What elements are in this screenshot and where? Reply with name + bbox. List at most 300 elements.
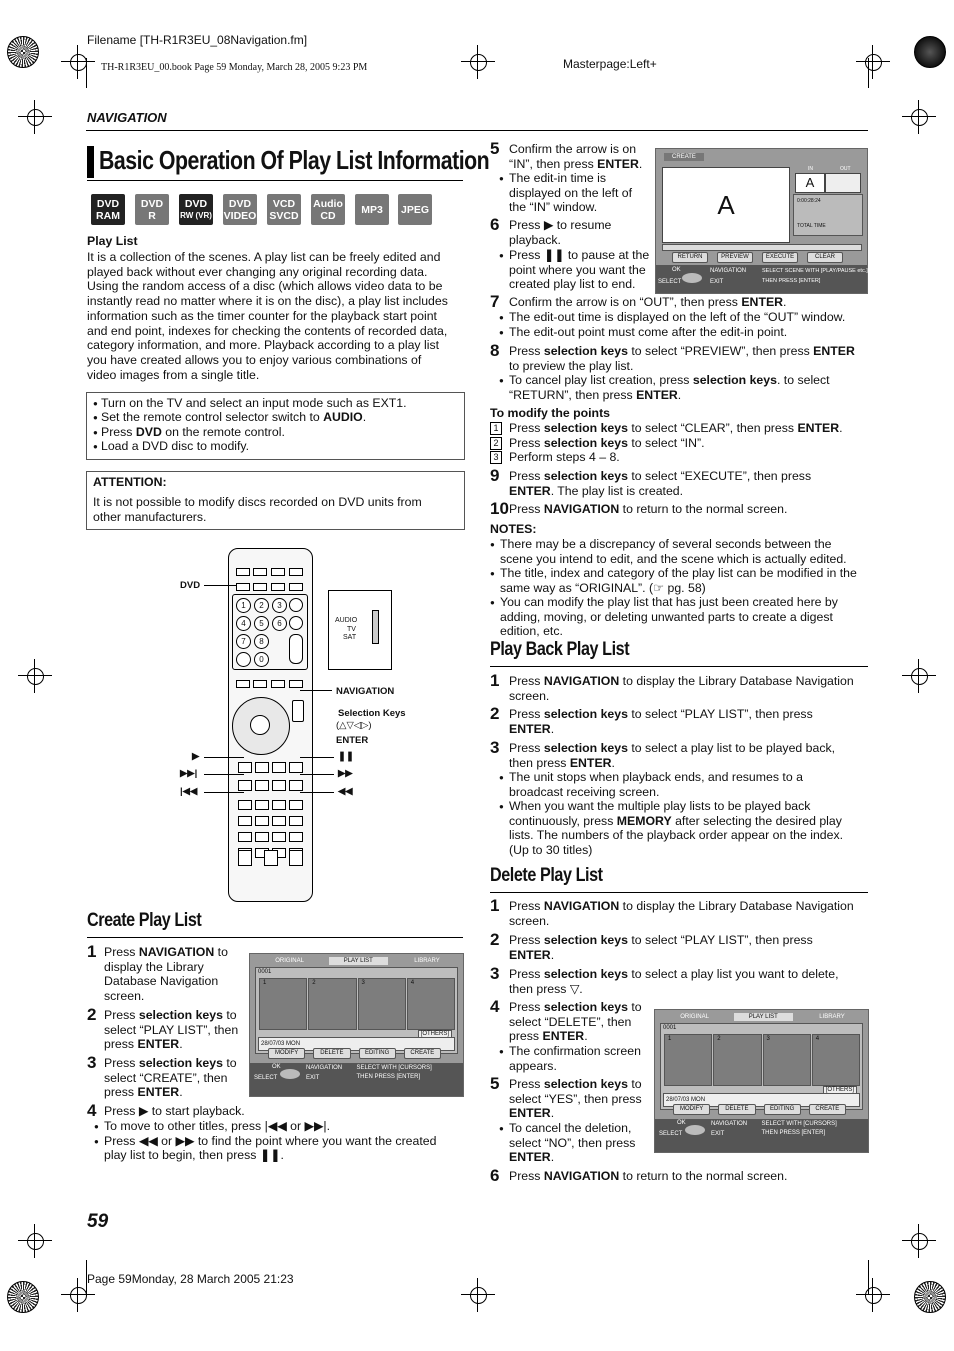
dvd-key[interactable] (236, 583, 250, 591)
badge-line2: CD (320, 209, 336, 222)
hint-line1: SELECT SCENE WITH [PLAY/PAUSE etc.] (762, 268, 868, 274)
bullet-text: To cancel the deletion, (509, 1121, 632, 1135)
thumbnail-number: 3 (361, 980, 365, 986)
thumbnail[interactable] (407, 978, 455, 1030)
bullet-text: lists. The numbers of the playback order appear on the index. (509, 828, 844, 842)
delete-heading: Delete Play List (490, 865, 603, 886)
transport-key[interactable] (255, 780, 269, 791)
badge-line1: DVD (140, 197, 164, 210)
step-number: 2 (490, 704, 500, 723)
bullet-text: displayed on the left of (509, 185, 633, 200)
crosshair-icon (63, 47, 93, 77)
bullet-text: (Up to 30 titles) (509, 842, 593, 857)
navigation-label: NAVIGATION (710, 268, 747, 274)
number-key[interactable]: 4 (236, 616, 251, 631)
in-window: A (795, 173, 825, 193)
bullet-dot: ● (93, 413, 98, 423)
date-text: 28/07/03 MON (261, 1041, 301, 1048)
bullet-text: continuously, press MEMORY after selecting the desired play (509, 813, 842, 828)
exit-label: EXIT (710, 279, 724, 285)
step-number: 6 (490, 1166, 500, 1185)
remote-key[interactable] (289, 816, 303, 826)
title-rule (87, 180, 463, 181)
callout-line (204, 774, 244, 775)
footer: Page 59Monday, 28 March 2005 21:23 (87, 1272, 294, 1286)
label-navigation: NAVIGATION (336, 686, 395, 697)
bullet-text: Press ◀◀ or ▶▶ to find the point where you want the created (104, 1133, 437, 1148)
transport-key[interactable] (255, 762, 269, 773)
remote-key[interactable] (271, 583, 285, 591)
step-text: screen. (509, 688, 550, 703)
bullet-text: When you want the multiple play lists to be played back (509, 799, 811, 813)
crosshair-icon (20, 661, 50, 691)
bullet-text: The unit stops when playback ends, and resumes to a (509, 770, 803, 784)
title-panel (660, 1023, 863, 1110)
callout-line (300, 774, 334, 775)
text-line: category information, and more. Playback according to a play list (87, 338, 440, 353)
screen-tab[interactable]: ORIGINAL (275, 958, 304, 964)
title-panel (255, 967, 458, 1054)
title-number: 0001 (258, 969, 272, 975)
hint-line2: THEN PRESS [ENTER] (761, 1130, 826, 1137)
screen-button-create[interactable]: CREATE (404, 1048, 441, 1059)
thumbnail-number: 1 (263, 980, 267, 986)
label-ff: ▶▶ (338, 768, 353, 779)
screen-button-delete[interactable]: DELETE (718, 1104, 755, 1115)
format-badge (267, 194, 301, 225)
badge-line1: DVD (184, 197, 208, 210)
remote-key[interactable] (289, 800, 303, 810)
remote-key[interactable] (289, 680, 303, 688)
step-number: 5 (490, 1074, 500, 1093)
note-text: edition, etc. (500, 624, 563, 638)
step-text: Confirm the arrow is on (509, 142, 637, 156)
format-badge (223, 194, 257, 225)
hint-bar (655, 1119, 868, 1152)
step-number: 1 (87, 942, 97, 961)
badge-line1: DVD (228, 197, 252, 210)
crosshair-icon (904, 102, 934, 132)
bullet-dot: ● (499, 376, 504, 385)
note-text: same way as “ORIGINAL”. (☞ pg. 58) (500, 580, 706, 595)
bullet-text: point where you want the (509, 262, 646, 277)
bullet-text: broadcast receiving screen. (509, 784, 660, 799)
remote-key[interactable] (289, 832, 303, 842)
bullet-text: The confirmation screen (509, 1044, 641, 1058)
step-text: Press ▶ to start playback. (104, 1104, 245, 1118)
out-label: OUT (840, 166, 851, 172)
transport-key[interactable] (272, 780, 286, 791)
step-text: select “CREATE”, then (104, 1070, 228, 1085)
volume-key[interactable] (238, 850, 252, 866)
bullet-text: ENTER. (509, 1150, 555, 1164)
badge-line1: JPEG (400, 203, 429, 216)
step-text: press ENTER. (104, 1037, 183, 1051)
step-text: Press selection keys to (104, 1008, 237, 1022)
page-number: 59 (87, 1211, 109, 1232)
printer-mark-icon (7, 1281, 39, 1313)
step-number: 10 (490, 499, 509, 518)
step-text: Press selection keys to select a play list you want to delete, (509, 967, 839, 981)
modify-item-number: 3 (490, 451, 502, 464)
step-text: Press NAVIGATION to return to the normal screen. (509, 1169, 788, 1183)
step-number: 2 (87, 1005, 97, 1024)
step-text: Press selection keys to (509, 1000, 642, 1014)
crosshair-icon (463, 47, 493, 77)
remote-key[interactable] (236, 680, 250, 688)
enter-key[interactable] (250, 715, 270, 735)
crosshair-icon (463, 1280, 493, 1310)
step-text: press ENTER. (104, 1085, 183, 1099)
remote-key[interactable] (271, 568, 285, 576)
prep-item: Load a DVD disc to modify. (101, 438, 250, 453)
bullet-text: The edit-out point must come after the edit-in point. (509, 324, 788, 339)
remote-key[interactable] (238, 816, 252, 826)
cursor-pad-icon (685, 1125, 705, 1135)
remote-key[interactable] (255, 816, 269, 826)
screen-button-execute[interactable]: EXECUTE (762, 252, 798, 263)
step-text: to preview the play list. (509, 358, 634, 373)
badge-line1: DVD (96, 197, 120, 210)
label-selection-keys: Selection Keys (338, 708, 406, 719)
screen-tab[interactable]: PLAY LIST (734, 1013, 793, 1021)
remote-key[interactable] (289, 583, 303, 591)
bullet-dot: ● (94, 1136, 99, 1146)
remote-key[interactable] (238, 800, 252, 810)
step-text: ENTER. (509, 947, 555, 962)
number-key[interactable]: 5 (254, 616, 269, 631)
crosshair-icon (20, 1226, 50, 1256)
step-text: screen. (509, 913, 550, 928)
screen-tab[interactable]: LIBRARY (819, 1014, 845, 1020)
badge-line2: RAM (96, 209, 120, 222)
remote-key[interactable] (271, 680, 285, 688)
step-text: then press ENTER. (509, 755, 615, 770)
text-line: video images from a single title. (87, 367, 260, 382)
screen-tab[interactable]: ORIGINAL (680, 1014, 709, 1020)
thumbnail[interactable] (812, 1034, 860, 1086)
text-line: instantly read no matter where it is on the disc), a play list includes (87, 294, 448, 309)
transport-key[interactable] (289, 780, 303, 791)
exit-label: EXIT (306, 1075, 320, 1082)
screen-button-editing[interactable]: EDITING (359, 1048, 396, 1059)
step-text: then press ▽. (509, 981, 583, 996)
number-key[interactable]: 0 (254, 652, 269, 667)
remote-key[interactable] (253, 568, 267, 576)
screen-button-modify[interactable]: MODIFY (673, 1104, 710, 1115)
volume-key[interactable] (289, 850, 303, 866)
cursor-pad-icon (682, 273, 702, 283)
bullet-text: created play list to end. (509, 277, 636, 291)
switch-label-sat: SAT (343, 634, 357, 641)
hint-line2: THEN PRESS [ENTER] (762, 278, 821, 284)
callout-line (204, 585, 236, 586)
callout-line (300, 757, 334, 758)
ok-label: OK (672, 267, 681, 273)
screen-tab[interactable]: LIBRARY (414, 958, 440, 964)
select-label: SELECT (254, 1075, 278, 1082)
text-line: Using the random access of a disc (which allows video data to be (87, 279, 443, 294)
remote-key[interactable] (253, 583, 267, 591)
modify-item-number: 1 (490, 422, 502, 435)
badge-line2: SVCD (269, 209, 299, 222)
remote-key[interactable] (255, 832, 269, 842)
out-window (825, 173, 861, 193)
step-number: 7 (490, 292, 500, 311)
step-number: 5 (490, 139, 500, 158)
label-rew: ◀◀ (338, 786, 353, 797)
label-pause: ❚❚ (338, 751, 354, 762)
title-bar (87, 146, 94, 178)
navigation-label: NAVIGATION (306, 1065, 343, 1072)
thumbnail-number: 2 (717, 1036, 721, 1042)
screen-button-create[interactable]: CREATE (809, 1104, 846, 1115)
callout-line (300, 690, 332, 691)
number-key[interactable]: 3 (272, 598, 287, 613)
bullet-dot: ● (499, 327, 504, 337)
hint-bar (250, 1063, 463, 1096)
bullet-dot: ● (499, 313, 504, 322)
thumbnail[interactable] (664, 1034, 712, 1086)
notes-heading: NOTES: (490, 522, 537, 536)
prep-item: Turn on the TV and select an input mode such as EXT1. (101, 396, 407, 410)
screen-button-preview[interactable]: PREVIEW (717, 252, 753, 263)
selector-switch (328, 590, 392, 670)
library-screen-frame (249, 953, 464, 1097)
transport-key[interactable] (272, 762, 286, 773)
step-number: 3 (490, 964, 500, 983)
step-text: Press NAVIGATION to (104, 945, 228, 959)
bullet-text: select “NO”, then press (509, 1135, 636, 1150)
step-text: ENTER. (509, 721, 555, 736)
number-key[interactable]: 6 (272, 616, 287, 631)
bullet-text: the “IN” window. (509, 200, 598, 214)
number-key[interactable]: 7 (236, 634, 251, 649)
title-number: 0001 (663, 1025, 677, 1031)
crop-mark (868, 1260, 869, 1295)
modify-item-text: Press selection keys to select “IN”. (509, 435, 705, 450)
bullet-dot: ● (499, 174, 504, 183)
remote-key[interactable] (236, 568, 250, 576)
others-label: [OTHERS] (823, 1086, 857, 1094)
callout-line (204, 757, 244, 758)
transport-key[interactable] (238, 780, 252, 791)
preview-window: A (662, 167, 790, 243)
modify-item-text: Perform steps 4 – 8. (509, 450, 620, 464)
step-text: ENTER. (509, 1106, 555, 1120)
select-label: SELECT (658, 279, 682, 285)
library-screen-frame (654, 1009, 869, 1153)
text-line: information such as the timer counter for the playback start point (87, 308, 437, 323)
callout-line (204, 792, 244, 793)
format-badge (91, 194, 125, 225)
ok-label: OK (272, 1064, 281, 1071)
step-number: 8 (490, 341, 500, 360)
note-text: You can modify the play list that has just been created here by (500, 595, 838, 609)
playback-rule (490, 666, 868, 667)
step-text: Press selection keys to (104, 1056, 237, 1070)
note-text: The title, index and category of the play list can be modified in the (500, 566, 857, 580)
date-text: 28/07/03 MON (666, 1097, 706, 1104)
bullet-dot: ● (93, 399, 98, 408)
bullet-text: “RETURN”, then press ENTER. (509, 387, 682, 402)
thumbnail[interactable] (713, 1034, 761, 1086)
format-badge (179, 194, 213, 225)
screen-button-return[interactable]: RETURN (672, 252, 708, 263)
printer-mark-icon (914, 36, 946, 68)
step-text: Database Navigation (104, 974, 219, 988)
text-line: It is not possible to modify discs recorded on DVD units from (93, 495, 422, 509)
format-badge (355, 194, 389, 225)
bullet-dot: ● (499, 1124, 504, 1133)
switch-label-tv: TV (347, 626, 356, 633)
remote-key[interactable] (272, 816, 286, 826)
step-text: Press selection keys to select “PLAY LIST”, then press (509, 933, 813, 947)
text-line: you have created allows you to enjoy various combinations of (87, 352, 422, 367)
remote-key[interactable] (289, 598, 303, 612)
exit-label: EXIT (711, 1131, 725, 1138)
step-number: 9 (490, 466, 500, 485)
thumbnail[interactable] (259, 978, 307, 1030)
others-label: [OTHERS] (418, 1030, 452, 1038)
step-text: Press selection keys to (509, 1077, 642, 1091)
remote-key[interactable] (272, 800, 286, 810)
remote-key[interactable] (238, 832, 252, 842)
thumbnail[interactable] (358, 978, 406, 1030)
time-panel (793, 194, 863, 236)
bullet-text: To cancel play list creation, press selection keys. to select (509, 373, 830, 387)
text-line: It is a collection of the scenes. A play list can be freely edited and (87, 250, 441, 264)
step-number: 6 (490, 215, 500, 234)
header-rule (86, 130, 868, 131)
step-text: playback. (509, 232, 561, 247)
switch-slider[interactable] (372, 610, 379, 644)
number-key[interactable]: 8 (254, 634, 269, 649)
format-badge (311, 194, 345, 225)
bullet-text: appears. (509, 1058, 557, 1073)
bullet-text: The edit-in time is (509, 171, 607, 185)
step-text: select “PLAY LIST”, then (104, 1022, 239, 1037)
screen-button-editing[interactable]: EDITING (764, 1104, 801, 1115)
thumbnail-number: 2 (312, 980, 316, 986)
text-line: played back without ever changing any original recording data. (87, 264, 428, 279)
step-text: select “DELETE”, then (509, 1014, 632, 1029)
format-badge (135, 194, 169, 225)
crosshair-icon (20, 102, 50, 132)
badge-line1: MP3 (361, 203, 383, 216)
switch-label-audio: AUDIO (335, 617, 358, 624)
remote-key[interactable] (289, 616, 303, 630)
navigation-label: NAVIGATION (711, 1121, 748, 1128)
cursor-pad-icon (280, 1069, 300, 1079)
volume-key[interactable] (264, 850, 278, 866)
bullet-dot: ● (490, 540, 495, 549)
step-text: display the Library (104, 959, 204, 974)
step-number: 3 (87, 1053, 97, 1072)
transport-key[interactable] (289, 762, 303, 773)
create-rule (87, 937, 463, 938)
bullet-dot: ● (499, 802, 504, 811)
thumbnail[interactable] (763, 1034, 811, 1086)
remote-key[interactable] (272, 832, 286, 842)
label-next: ▶▶| (180, 768, 198, 779)
number-key[interactable]: 2 (254, 598, 269, 613)
step-text: ENTER. The play list is created. (509, 483, 684, 498)
thumbnail-number: 3 (766, 1036, 770, 1042)
transport-key[interactable] (238, 762, 252, 773)
step-text: Press selection keys to select a play list to be played back, (509, 741, 836, 755)
step-text: Confirm the arrow is on “OUT”, then press ENTER. (509, 295, 787, 309)
step-text: Press NAVIGATION to display the Library Database Navigation (509, 899, 854, 913)
bullet-dot: ● (94, 1122, 99, 1131)
format-badge (398, 194, 432, 225)
crosshair-icon (904, 661, 934, 691)
step-text: Press NAVIGATION to return to the normal screen. (509, 502, 788, 516)
remote-key[interactable] (255, 800, 269, 810)
bullet-text: The edit-out time is displayed on the left of the “OUT” window. (509, 310, 846, 324)
thumbnail-number: 4 (410, 980, 415, 986)
step-text: select “YES”, then press (509, 1091, 642, 1106)
screen-button-delete[interactable]: DELETE (313, 1048, 350, 1059)
time-readout: 0:00:28:24 (797, 198, 821, 204)
select-label: SELECT (659, 1131, 683, 1138)
step-text: Press selection keys to select “PLAY LIST”, then press (509, 707, 813, 721)
step-number: 2 (490, 930, 500, 949)
step-text: Press ▶ to resume (509, 218, 612, 232)
volume-key[interactable] (289, 634, 303, 664)
screen-button-modify[interactable]: MODIFY (268, 1048, 305, 1059)
thumbnail[interactable] (308, 978, 356, 1030)
crop-mark (86, 58, 87, 88)
in-label: IN (808, 166, 813, 172)
printer-mark-icon (914, 1281, 946, 1313)
modify-heading: To modify the points (490, 406, 610, 420)
screen-tab[interactable]: PLAY LIST (329, 957, 388, 965)
remote-key[interactable] (253, 680, 267, 688)
step-number: 1 (490, 671, 500, 690)
prep-item: Press DVD on the remote control. (101, 424, 285, 439)
thumbnail-number: 1 (668, 1036, 672, 1042)
bullet-dot: ● (499, 251, 504, 260)
number-key[interactable]: 1 (236, 598, 251, 613)
remote-key[interactable] (289, 568, 303, 576)
screen-button-clear[interactable]: CLEAR (807, 252, 843, 263)
number-key[interactable] (236, 652, 251, 667)
prep-item: Set the remote control selector switch to AUDIO. (101, 410, 367, 425)
step-number: 3 (490, 738, 500, 757)
crosshair-icon (858, 1280, 888, 1310)
create-tab: CREATE (664, 153, 704, 161)
bullet-dot: ● (499, 1047, 504, 1056)
navigation-key[interactable] (292, 700, 304, 722)
hint-line1: SELECT WITH [CURSORS] (761, 1121, 837, 1128)
playlist-heading: Play List (87, 234, 138, 248)
bullet-dot: ● (499, 773, 504, 782)
book-line: TH-R1R3EU_00.book Page 59 Monday, March 28, 2005 9:23 PM (101, 62, 368, 73)
modify-item-number: 2 (490, 437, 502, 450)
step-text: Press selection keys to select “EXECUTE”, then press (509, 469, 812, 483)
create-heading: Create Play List (87, 910, 202, 931)
label-enter: ENTER (336, 735, 369, 746)
crop-mark (868, 58, 869, 88)
bullet-dot: ● (93, 427, 98, 437)
bullet-text: To move to other titles, press |◀◀ or ▶▶|. (104, 1119, 331, 1133)
playback-heading: Play Back Play List (490, 639, 630, 660)
page-title: Basic Operation Of Play List Information (99, 145, 490, 175)
bullet-dot: ● (490, 598, 495, 607)
crosshair-icon (904, 1226, 934, 1256)
hint-bar (656, 265, 867, 293)
